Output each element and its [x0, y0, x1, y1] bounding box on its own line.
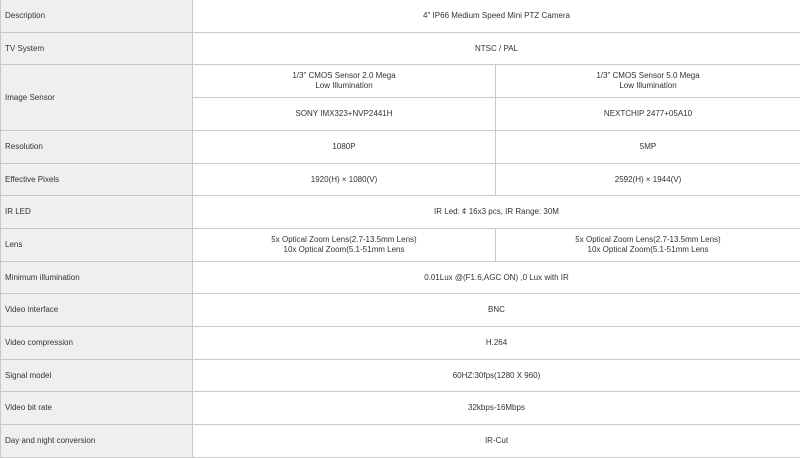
row-value-b: 2592(H) × 1944(V)	[496, 164, 800, 196]
lens-b-cell	[496, 229, 800, 262]
sensor-b-cell	[496, 65, 800, 98]
lens-a-line: 5x Optical Zoom Lens(2.7-13.5mm Lens)	[193, 235, 495, 245]
sensor-a-line: 1/3" CMOS Sensor 2.0 Mega	[193, 71, 495, 81]
sensor-a-cell	[193, 65, 496, 98]
row-label: Effective Pixels	[1, 164, 193, 196]
row-value-a: 1920(H) × 1080(V)	[193, 164, 496, 196]
table-row-lens	[1, 229, 800, 262]
row-label: Image Sensor	[1, 65, 193, 131]
row-label: TV System	[1, 33, 193, 65]
row-label: Video bit rate	[1, 392, 193, 425]
row-label: Video interface	[1, 294, 193, 327]
table-row-image-sensor	[1, 65, 800, 98]
lens-a-line: 10x Optical Zoom(5.1-51mm Lens	[193, 245, 495, 255]
table-row-tv-system	[1, 33, 800, 65]
chip-b-cell: NEXTCHIP 2477+05A10	[496, 98, 800, 131]
row-label: IR LED	[1, 196, 193, 229]
table-row-video-compression	[1, 327, 800, 360]
row-value: H.264	[193, 327, 800, 360]
row-label: Video compression	[1, 327, 193, 360]
row-value: 32kbps-16Mbps	[193, 392, 800, 425]
table-row-signal-model	[1, 360, 800, 392]
sensor-a-line: Low Illumination	[193, 81, 495, 91]
table-row-video-interface	[1, 294, 800, 327]
row-label: Description	[1, 0, 193, 33]
row-value: NTSC / PAL	[193, 33, 800, 65]
table-row-min-illumination	[1, 262, 800, 294]
table-row-day-night	[1, 425, 800, 458]
table-row-ir-led	[1, 196, 800, 229]
chip-a-cell: SONY IMX323+NVP2441H	[193, 98, 496, 131]
row-value: 0.01Lux @(F1.6,AGC ON) ,0 Lux with IR	[193, 262, 800, 294]
row-value-a: 1080P	[193, 131, 496, 164]
row-label: Lens	[1, 229, 193, 262]
sensor-b-line: Low Illumination	[496, 81, 800, 91]
row-label: Minimum illumination	[1, 262, 193, 294]
table-row-effective-pixels	[1, 164, 800, 196]
row-value: BNC	[193, 294, 800, 327]
table-row-video-bit-rate	[1, 392, 800, 425]
row-value: IR-Cut	[193, 425, 800, 458]
row-value: 60HZ:30fps(1280 X 960)	[193, 360, 800, 392]
table-row-resolution	[1, 131, 800, 164]
lens-a-cell	[193, 229, 496, 262]
row-value: IR Led: ¢ 16x3 pcs, IR Range: 30M	[193, 196, 800, 229]
row-label: Resolution	[1, 131, 193, 164]
row-value: 4" IP66 Medium Speed Mini PTZ Camera	[193, 0, 800, 33]
lens-b-line: 10x Optical Zoom(5.1-51mm Lens	[496, 245, 800, 255]
sensor-b-line: 1/3" CMOS Sensor 5.0 Mega	[496, 71, 800, 81]
row-value-b: 5MP	[496, 131, 800, 164]
row-label: Signal model	[1, 360, 193, 392]
row-label: Day and night conversion	[1, 425, 193, 458]
table-row-description	[1, 0, 800, 33]
lens-b-line: 5x Optical Zoom Lens(2.7-13.5mm Lens)	[496, 235, 800, 245]
